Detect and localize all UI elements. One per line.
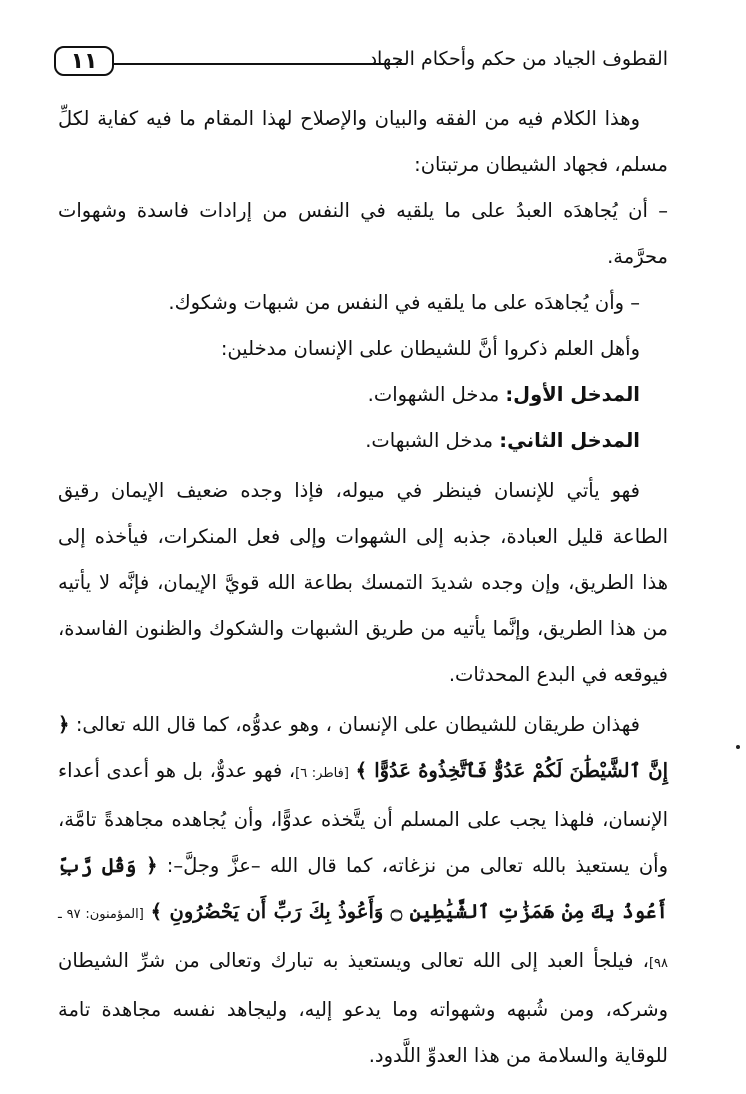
- header-divider: [114, 63, 406, 65]
- verse-2-reference: [المؤمنون: ٩٧ ـ ٩٨]: [58, 907, 668, 971]
- entry-first: [58, 372, 668, 418]
- paragraph-two-paths-end: ، فيلجأ العبد إلى الله تعالى ويستعيذ به تبارك وتعالى من شرِّ الشيطان وشركه، ومن شُبهه وشهواته وما يدعو إليه، وليجاهد نفسه مجاهدة تامة للوقاية والسلامة من هذا العدوِّ اللَّدود.: [58, 949, 668, 1067]
- quran-verse-1: ﴿ إِنَّ ٱلشَّيْطَٰنَ لَكُمْ عَدُوٌّ فَٱتَّخِذُوهُ عَدُوًّا ﴾: [58, 713, 668, 782]
- entry-second-label: المدخل الثاني:: [499, 429, 640, 452]
- paragraph-intro: وهذا الكلام فيه من الفقه والبيان والإصلاح لهذا المقام ما فيه كفاية لكلِّ مسلم، فجهاد الشيطان مرتبتان:: [58, 107, 668, 176]
- paragraph-two-paths-start: فهذان طريقان للشيطان على الإنسان ، وهو عدوُّه، كما قال الله تعالى:: [75, 713, 640, 736]
- bullet-item-2: – وأن يُجاهدَه على ما يلقيه في النفس من شبهات وشكوك.: [168, 291, 640, 314]
- entry-first-label: المدخل الأول:: [505, 383, 640, 406]
- book-title: القطوف الجياد من حكم وأحكام الجهاد: [368, 48, 668, 70]
- paragraph-satan-approach: فهو يأتي للإنسان فينظر في ميوله، فإذا وجده ضعيف الإيمان رقيق الطاعة قليل العبادة، جذبه إلى الشهوات وإلى فعل المنكرات، فيأخذه إلى هذا الطريق، وإن وجده شديدَ التمسك بطاعة الله قويَّ الإيمان، فإنَّه لا يأتيه من هذا الطريق، وإنَّما يأتيه من طريق الشبهات والشكوك والظنون الفاسدة، فيوقعه في البدع المحدثات.: [58, 479, 668, 686]
- verse-1-reference: [فاطر: ٦]: [295, 766, 349, 781]
- quran-verse-2: ﴿ وَقُل رَّبِّ أَعُوذُ بِكَ مِنْ هَمَزَٰتِ ٱلشَّيَٰطِينِ ۝ وَأَعُوذُ بِكَ رَبِّ أَن يَحْضُرُونِ ﴾: [58, 854, 668, 923]
- entry-second-text: مدخل الشبهات.: [365, 429, 494, 452]
- paragraph-entries-intro: وأهل العلم ذكروا أنَّ للشيطان على الإنسان مدخلين:: [220, 337, 640, 360]
- page-number: ١١: [54, 46, 114, 76]
- scan-speck: [736, 745, 740, 749]
- entry-first-text: مدخل الشهوات.: [367, 383, 500, 406]
- page-body: [58, 96, 668, 1079]
- page-header: [54, 44, 668, 84]
- paragraph-two-paths: [58, 702, 668, 1079]
- paragraph-two-paths-middle: ، فهو عدوٌّ، بل هو أعدى أعداء الإنسان، فلهذا يجب على المسلم أن يتَّخذه عدوًّا، وأن يُجاهده مجاهدةً تامَّة، وأن يستعيذ بالله تعالى من نزغاته، كما قال الله –عزَّ وجلَّ–:: [58, 759, 668, 877]
- bullet-item-1: – أن يُجاهدَه العبدُ على ما يلقيه في النفس من إرادات فاسدة وشهوات محرَّمة.: [58, 199, 668, 268]
- entry-second: [58, 418, 668, 464]
